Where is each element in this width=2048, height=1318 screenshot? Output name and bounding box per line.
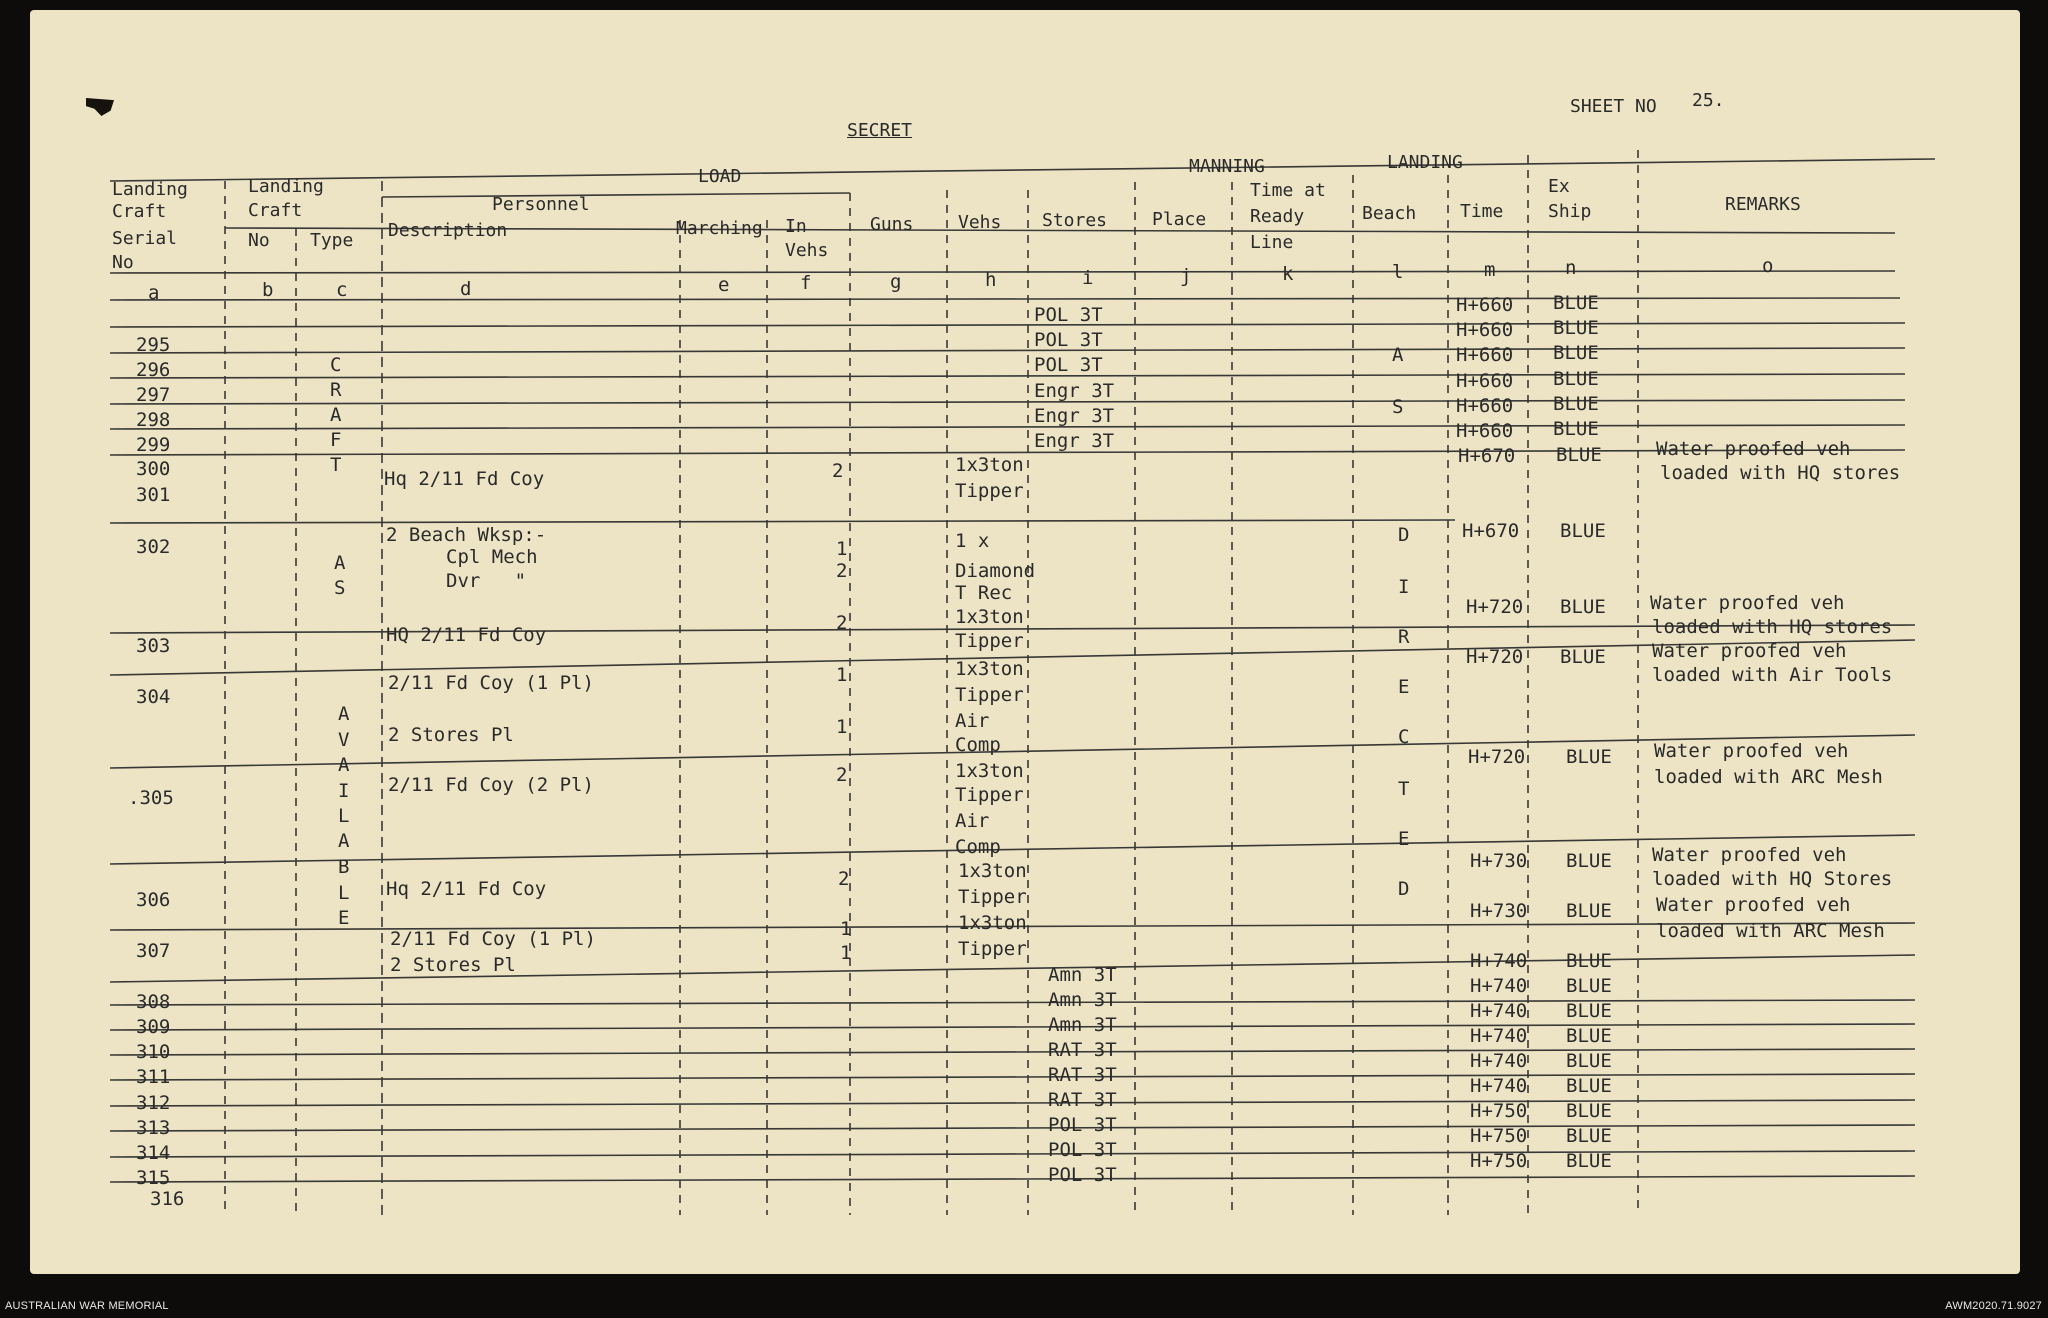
vehicle-text: 1x3ton [955,760,1024,782]
header-no: No [248,230,270,251]
vehicle-text: Tipper [958,886,1027,908]
beach-letter: A [1392,344,1404,366]
header-place: Place [1152,209,1207,230]
header-serial-3: Serial [112,228,178,249]
serial-no: 310 [136,1041,171,1063]
type-letter: R [330,379,342,401]
ex-ship-value: BLUE [1560,596,1606,618]
stores-text: RAT 3T [1048,1039,1117,1061]
serial-no: 312 [136,1092,171,1114]
header-time-ready-3: Line [1250,232,1294,253]
description-text: Dvr " [446,570,527,592]
vehicle-text: Diamond [955,560,1036,582]
type-letter: A [330,404,342,426]
footer-credit: AUSTRALIAN WAR MEMORIAL [5,1300,169,1312]
type-letter: C [330,354,342,376]
column-letter-j: j [1180,265,1192,287]
in-vehs-count: 2 [832,460,844,482]
serial-no: 298 [136,409,171,431]
type-letter: A [338,830,350,852]
landing-time: H+670 [1458,445,1516,467]
footer-reference: AWM2020.71.9027 [1945,1300,2042,1312]
remarks-text: Water proofed veh [1652,640,1847,662]
serial-no: 316 [150,1188,185,1210]
column-letter-k: k [1282,263,1294,285]
remarks-text: Water proofed veh [1656,894,1851,916]
vehicle-text: Tipper [955,784,1024,806]
in-vehs-count: 1 [836,664,848,686]
type-letter: A [334,552,346,574]
beach-letter: I [1398,576,1410,598]
stores-text: Amn 3T [1048,964,1117,986]
column-letter-a: a [148,282,160,304]
column-letter-n: n [1565,257,1577,279]
landing-time: H+750 [1470,1150,1528,1172]
stores-text: POL 3T [1034,329,1103,351]
vehicle-text: Tipper [958,938,1027,960]
header-load: LOAD [698,166,742,187]
column-letter-i: i [1082,267,1094,289]
remarks-text: Water proofed veh [1654,740,1849,762]
header-time-ready-2: Ready [1250,206,1305,227]
sheet-number: 25. [1692,90,1725,111]
type-letter: L [338,882,350,904]
landing-time: H+730 [1470,900,1528,922]
vehicle-text: 1x3ton [958,912,1027,934]
type-letter: T [330,454,342,476]
serial-no: 301 [136,484,171,506]
beach-letter: D [1398,524,1410,546]
serial-no: 308 [136,991,171,1013]
ex-ship-value: BLUE [1566,1100,1612,1122]
beach-letter: S [1392,396,1404,418]
serial-no: 306 [136,889,171,911]
landing-time: H+750 [1470,1125,1528,1147]
serial-no: 315 [136,1167,171,1189]
ex-ship-value: BLUE [1566,1050,1612,1072]
remarks-text: loaded with HQ Stores [1652,868,1893,890]
type-letter: E [338,907,350,929]
ex-ship-value: BLUE [1553,393,1599,415]
type-letter: F [330,429,342,451]
remarks-text: Water proofed veh [1652,844,1847,866]
serial-no: 313 [136,1117,171,1139]
vehicle-text: Comp [955,734,1001,756]
sheet-number-label: SHEET NO [1570,96,1657,117]
description-text: 2/11 Fd Coy (1 Pl) [390,928,596,950]
header-stores: Stores [1042,210,1108,231]
landing-time: H+660 [1456,395,1514,417]
header-landing-craft-1: Landing [248,176,324,197]
column-letter-m: m [1484,259,1496,281]
ex-ship-value: BLUE [1566,746,1612,768]
type-letter: I [338,780,350,802]
in-vehs-count: 2 [836,560,848,582]
landing-time: H+660 [1456,294,1514,316]
beach-letter: T [1398,778,1410,800]
serial-no: 309 [136,1016,171,1038]
type-letter: A [338,703,350,725]
landing-time: H+660 [1456,344,1514,366]
landing-time: H+670 [1462,520,1520,542]
description-text: HQ 2/11 Fd Coy [386,624,547,646]
column-letter-e: e [718,274,730,296]
ex-ship-value: BLUE [1566,1075,1612,1097]
stores-text: Amn 3T [1048,989,1117,1011]
vehicle-text: Tipper [955,630,1024,652]
column-letter-c: c [336,279,348,301]
ex-ship-value: BLUE [1553,368,1599,390]
landing-time: H+740 [1470,1025,1528,1047]
vehicle-text: Tipper [955,480,1024,502]
serial-no: 304 [136,686,171,708]
serial-no: 314 [136,1142,171,1164]
ex-ship-value: BLUE [1566,1150,1612,1172]
landing-time: H+740 [1470,1075,1528,1097]
landing-time: H+750 [1470,1100,1528,1122]
remarks-text: loaded with HQ stores [1660,462,1901,484]
header-remarks: REMARKS [1725,194,1801,215]
description-text: 2/11 Fd Coy (2 Pl) [388,774,594,796]
stores-text: RAT 3T [1048,1064,1117,1086]
remarks-text: Water proofed veh [1656,438,1851,460]
serial-no: 311 [136,1066,171,1088]
ex-ship-value: BLUE [1566,1125,1612,1147]
footer-bar [0,1296,2048,1318]
stores-text: Amn 3T [1048,1014,1117,1036]
beach-letter: R [1398,626,1410,648]
vehicle-text: 1 x [955,530,990,552]
header-serial-4: No [112,252,134,273]
in-vehs-count: 2 [836,764,848,786]
header-description: Description [388,220,508,241]
in-vehs-count: 1 [836,716,848,738]
column-letter-b: b [262,279,274,301]
classification-label: SECRET [847,120,913,141]
vehicle-text: 1x3ton [958,860,1027,882]
stores-text: POL 3T [1034,354,1103,376]
serial-no: 299 [136,434,171,456]
description-text: 2/11 Fd Coy (1 Pl) [388,672,594,694]
column-letter-d: d [460,278,472,300]
remarks-text: loaded with HQ stores [1652,616,1893,638]
column-letter-g: g [890,271,902,293]
header-time: Time [1460,201,1504,222]
vehicle-text: Air [955,810,990,832]
serial-no: 297 [136,384,171,406]
stores-text: Engr 3T [1034,405,1115,427]
ex-ship-value: BLUE [1566,1025,1612,1047]
column-letter-o: o [1762,255,1774,277]
ex-ship-value: BLUE [1566,950,1612,972]
stores-text: POL 3T [1034,304,1103,326]
ex-ship-value: BLUE [1553,418,1599,440]
ex-ship-value: BLUE [1566,850,1612,872]
header-vehs: Vehs [958,212,1002,233]
beach-letter: E [1398,828,1410,850]
description-text: 2 Beach Wksp:- [386,524,547,546]
type-letter: V [338,729,350,751]
in-vehs-count: 1 [836,538,848,560]
description-text: 2 Stores Pl [388,724,514,746]
header-personnel: Personnel [492,194,590,215]
header-landing-craft-2: Craft [248,200,303,221]
landing-time: H+740 [1470,975,1528,997]
type-letter: L [338,805,350,827]
ex-ship-value: BLUE [1553,292,1599,314]
in-vehs-count: 1 [840,942,852,964]
serial-no: 307 [136,940,171,962]
landing-time: H+720 [1468,746,1526,768]
beach-letter: D [1398,878,1410,900]
header-serial-1: Landing [112,179,188,200]
ex-ship-value: BLUE [1560,646,1606,668]
remarks-text: loaded with Air Tools [1652,664,1893,686]
header-beach: Beach [1362,203,1417,224]
type-letter: S [334,577,346,599]
ex-ship-value: BLUE [1560,520,1606,542]
ex-ship-value: BLUE [1566,900,1612,922]
header-ex-ship-2: Ship [1548,201,1592,222]
column-letter-f: f [800,272,812,294]
header-ex-ship-1: Ex [1548,176,1570,197]
header-type: Type [310,230,354,251]
header-landing: LANDING [1387,152,1463,173]
header-guns: Guns [870,214,914,235]
serial-no: 303 [136,635,171,657]
column-letter-h: h [985,269,997,291]
landing-time: H+660 [1456,420,1514,442]
landing-time: H+740 [1470,1000,1528,1022]
landing-time: H+720 [1466,596,1524,618]
vehicle-text: 1x3ton [955,606,1024,628]
landing-time: H+720 [1466,646,1524,668]
header-marching: Marching [676,218,763,239]
landing-time: H+740 [1470,1050,1528,1072]
in-vehs-count: 2 [836,612,848,634]
type-letter: A [338,754,350,776]
landing-time: H+730 [1470,850,1528,872]
vehicle-text: Air [955,710,990,732]
header-in-vehs-2: Vehs [785,240,829,261]
vehicle-text: Tipper [955,684,1024,706]
stores-text: RAT 3T [1048,1089,1117,1111]
landing-time: H+660 [1456,370,1514,392]
remarks-text: loaded with ARC Mesh [1656,920,1885,942]
beach-letter: C [1398,726,1410,748]
description-text: Hq 2/11 Fd Coy [384,468,545,490]
in-vehs-count: 2 [838,868,850,890]
column-letter-l: l [1392,261,1404,283]
serial-no: 302 [136,536,171,558]
stores-text: Engr 3T [1034,430,1115,452]
in-vehs-count: 1 [840,918,852,940]
header-time-ready-1: Time at [1250,180,1326,201]
description-text: Cpl Mech [446,546,538,568]
beach-letter: E [1398,676,1410,698]
landing-time: H+660 [1456,319,1514,341]
remarks-text: loaded with ARC Mesh [1654,766,1883,788]
type-letter: B [338,856,350,878]
ex-ship-value: BLUE [1566,1000,1612,1022]
ex-ship-value: BLUE [1553,317,1599,339]
vehicle-text: Comp [955,836,1001,858]
description-text: Hq 2/11 Fd Coy [386,878,547,900]
vehicle-text: T Rec [955,582,1013,604]
description-text: 2 Stores Pl [390,954,516,976]
ex-ship-value: BLUE [1553,342,1599,364]
stores-text: POL 3T [1048,1164,1117,1186]
vehicle-text: 1x3ton [955,454,1024,476]
stores-text: POL 3T [1048,1114,1117,1136]
remarks-text: Water proofed veh [1650,592,1845,614]
serial-no: 296 [136,359,171,381]
serial-no: .305 [128,787,174,809]
vehicle-text: 1x3ton [955,658,1024,680]
stores-text: Engr 3T [1034,380,1115,402]
header-serial-2: Craft [112,201,167,222]
landing-time: H+740 [1470,950,1528,972]
header-manning: MANNING [1189,156,1265,177]
serial-no: 300 [136,458,171,480]
ex-ship-value: BLUE [1556,444,1602,466]
ex-ship-value: BLUE [1566,975,1612,997]
stores-text: POL 3T [1048,1139,1117,1161]
serial-no: 295 [136,334,171,356]
header-in-vehs-1: In [785,216,807,237]
